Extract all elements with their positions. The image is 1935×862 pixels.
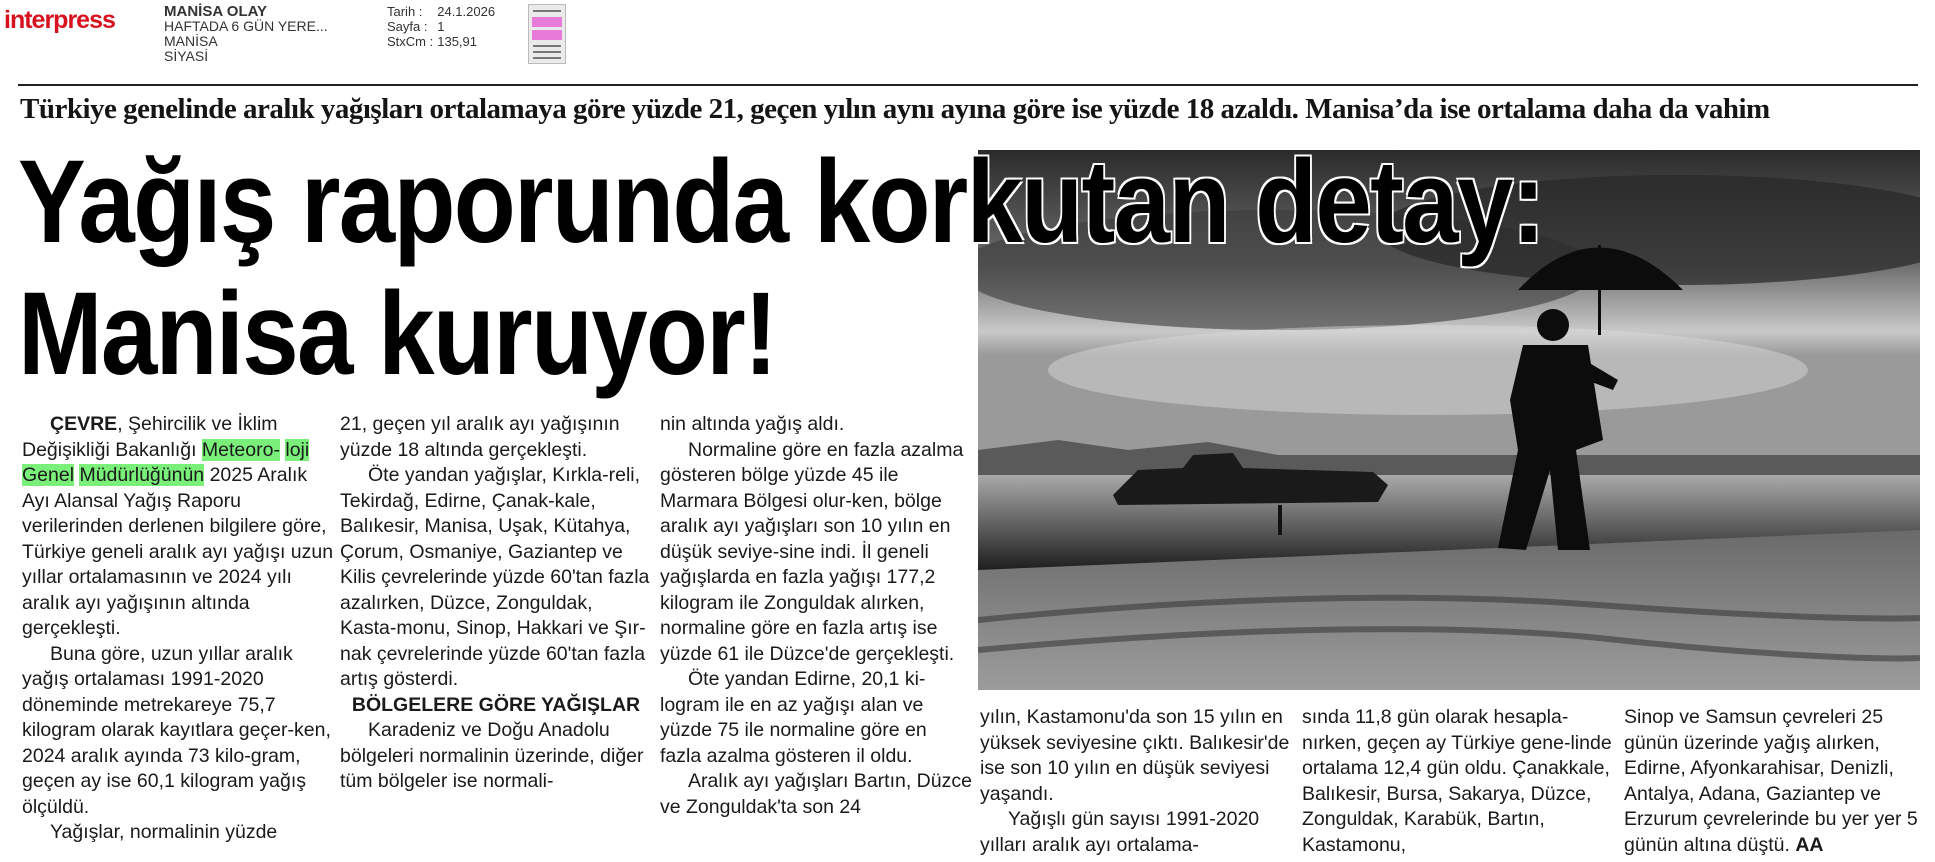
size-value: 135,91 [437,34,477,49]
page-value: 1 [437,19,445,34]
date-label: Tarih : [387,4,423,19]
column-2-paragraph-1: 21, geçen yıl aralık ayı yağışının yüzde 18 altında gerçekleşti. [340,413,620,461]
article-column-5 [1302,705,1614,858]
highlight-word: Müdürlüğünün [79,464,205,486]
article-spot: Türkiye genelinde aralık yağışları ortalamaya göre yüzde 21, geçen yılın aynı ayına göre ise yüzde 18 azaldı. Manisa’da ise ortalama daha da vahim [20,93,1770,125]
thumbnail-line [533,51,561,53]
thumbnail-line [533,45,561,47]
column-1-paragraph-3: Yağışlar, normalinin yüzde [50,821,278,843]
publication-info [164,4,328,64]
thumbnail-line [533,57,561,59]
column-3-paragraph-3: Öte yandan Edirne, 20,1 ki-logram ile en az yağışı alan ve yüzde 75 ile normaline göre en fazla azalma gösteren il oldu. [660,668,927,767]
section-subheading: BÖLGELERE GÖRE YAĞIŞLAR [351,693,641,716]
article-column-1 [22,412,334,846]
column-3-paragraph-2: Normaline göre en fazla azalma gösteren bölge yüzde 45 ile Marmara Bölgesi olur-ken, bölge aralık ayı yağışları son 10 yılın en düşük seviye-sine indi. İl geneli yağışlarda en fazla yağışı 177,2 kilogram ile Zonguldak alırken, normaline göre en fazla artış ise yüzde 61 ile Düzce'de gerçekleşti. [660,438,964,665]
column-3-paragraph-1: nin altında yağış aldı. [660,413,845,435]
column-6-paragraph-1 [1624,705,1924,858]
lead-word: ÇEVRE [50,413,118,435]
highlight-word: Meteoro- [201,438,280,461]
column-3-paragraph-4: Aralık ayı yağışları Bartın, Düzce ve Zonguldak'ta son 24 [660,770,972,818]
clipping-details [387,4,499,49]
page-label: Sayfa : [387,19,428,34]
agency-signature: AA [1795,833,1824,856]
headline-line-2: Manisa kuruyor! [18,268,777,400]
date-row [387,4,499,19]
publication-city: MANİSA [164,33,218,49]
column-1-paragraph-2: Buna göre, uzun yıllar aralık yağış ortalaması 1991-2020 döneminde metrekareye 75,7 kilogram olarak kayıtlara geçer-ken, 2024 aralık ayında 73 kilo-gram, geçen ay ise 60,1 kilogram yağış ölçüldü. [22,642,331,818]
highlight-word: loji [285,438,310,461]
article-column-2 [340,412,652,795]
column-6-text: Sinop ve Samsun çevreleri 25 günün üzerinde yağış alırken, Edirne, Afyonkarahisar, Denizli, Antalya, Adana, Gaziantep ve Erzurum çevrelerinde bu yer yer 5 günün altına düştü. [1624,706,1918,856]
logo-text: interpress [4,6,115,34]
headline-line-1: Yağış raporunda korkutan detay: [18,136,1544,268]
clipping-details-table [387,4,499,49]
lead-text: , Şehircilik ve İklim Değişikliği Bakanlığı [22,413,278,461]
column-1-paragraph-1 [22,412,334,642]
column-4-paragraph-1: yılın, Kastamonu'da son 15 yılın en yüksek seviyesine çıktı. Balıkesir'de ise son 10 yılın en düşük seviyesi yaşandı. [980,706,1290,805]
column-4-paragraph-2: Yağışlı gün sayısı 1991-2020 yılları aralık ayı ortalama- [980,808,1260,856]
page-thumbnail[interactable] [528,4,566,64]
date-value: 24.1.2026 [437,4,496,19]
thumbnail-highlight-band [532,30,562,40]
highlight-word: Genel [22,464,75,486]
publication-name: MANİSA OLAY [164,3,268,20]
size-label: StxCm : [387,34,434,49]
page-row [387,19,499,34]
lead-text-continued: 2025 Aralık Ayı Alansal Yağış Raporu verilerinden derlenen bilgilere göre, Türkiye geneli aralık ayı yağışı uzun yıllar ortalamasının ve 2024 yılı aralık ayı yağışının altında gerçekleşti. [22,464,334,639]
article-headline [18,136,1652,400]
interpress-logo [4,6,115,35]
thumbnail-highlight-band [532,17,562,27]
size-row [387,34,499,49]
column-5-paragraph-1: sında 11,8 gün olarak hesapla-nırken, geçen ay Türkiye gene-linde ortalama 12,4 gün oldu. Çanakkale, Balıkesir, Bursa, Sakarya, Düzce, Zonguldak, Karabük, Bartın, Kastamonu, [1302,706,1612,856]
thumbnail-line [533,10,561,12]
column-2-paragraph-2: Öte yandan yağışlar, Kırkla-reli, Tekirdağ, Edirne, Çanak-kale, Balıkesir, Manisa, Uşak, Kütahya, Çorum, Osmaniye, Gaziantep ve Kilis çevrelerinde yüzde 60'tan fazla azalırken, Düzce, Zonguldak, Kasta-monu, Sinop, Hakkari ve Şır-nak çevrelerinde yüzde 60'tan fazla artış gösterdi. [340,464,650,690]
column-2-paragraph-3: Karadeniz ve Doğu Anadolu bölgeleri normalinin üzerinde, diğer tüm bölgeler ise normali- [340,719,644,792]
article-column-3 [660,412,972,820]
publication-category: SİYASİ [164,48,209,64]
article-column-4 [980,705,1292,858]
article-column-6 [1624,705,1924,858]
header-divider [18,84,1918,86]
publication-frequency: HAFTADA 6 GÜN YERE... [164,18,328,34]
